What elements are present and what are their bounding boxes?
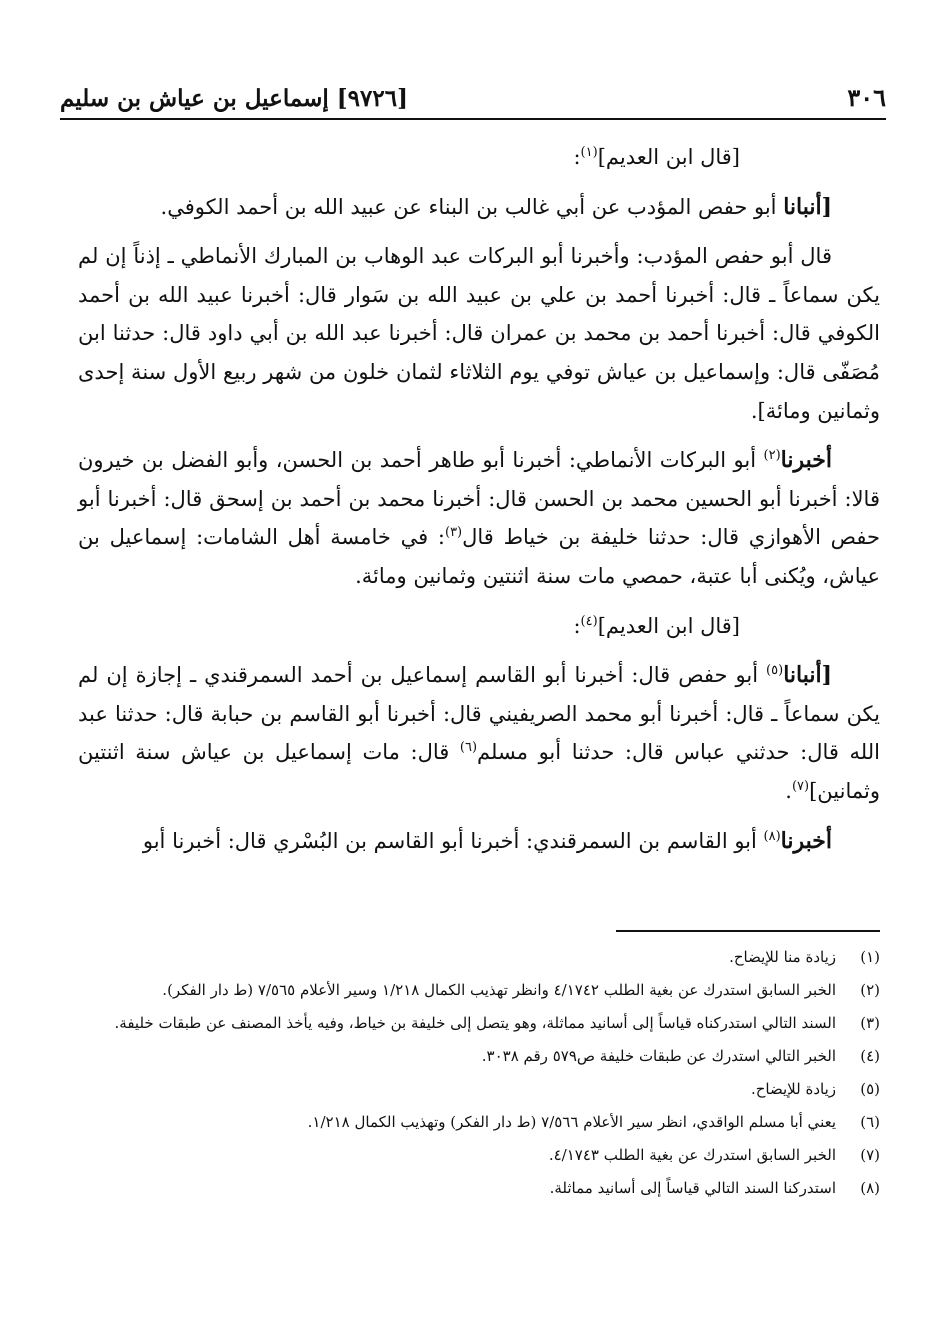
running-title: [٩٧٢٦] إسماعيل بن عياش بن سليم [60, 85, 408, 112]
footnotes [78, 944, 880, 1208]
paragraph-text: أبو حفص المؤدب عن أبي غالب بن البناء عن عبيد الله بن أحمد الكوفي. [160, 194, 784, 219]
footnote-text: استدركنا السند التالي قياساً إلى أسانيد مماثلة. [549, 1179, 836, 1197]
footnote-text: زيادة للإيضاح. [750, 1080, 836, 1098]
footnote-text: زيادة منا للإيضاح. [729, 948, 836, 966]
footnote-item [78, 1175, 880, 1201]
footnote-marker: (٨) [763, 828, 781, 844]
footnote-text: الخبر السابق استدرك عن بغية الطلب ٤/١٧٤٣. [548, 1146, 836, 1164]
footnote-text: الخبر السابق استدرك عن بغية الطلب ٤/١٧٤٢ وانظر تهذيب الكمال ١/٢١٨ وسير الأعلام ٧/٥٦٥ (ط دار الفكر). [162, 981, 836, 999]
paragraph-tail: . [785, 778, 792, 803]
paragraph-tail: : [573, 145, 581, 169]
paragraph-4 [78, 441, 880, 595]
paragraph-text: أبو القاسم بن السمرقندي: أخبرنا أبو القاسم بن البُسْري قال: أخبرنا أبو [142, 828, 764, 853]
footnote-marker: (٢) [763, 448, 781, 464]
paragraph-tail: : في خامسة أهل الشامات: إسماعيل بن عياش، ويُكنى أبا عتبة، حمصي مات سنة اثنتين وثمانين ومائة. [78, 525, 880, 588]
page-number: ٣٠٦ [847, 83, 886, 112]
paragraph-lead: [أنبانا [783, 193, 832, 220]
footnote-text: الخبر التالي استدرك عن طبقات خليفة ص٥٧٩ رقم ٣٠٣٨. [481, 1047, 836, 1065]
footnote-item [78, 1076, 880, 1102]
paragraph-text: قال أبو حفص المؤدب: وأخبرنا أبو البركات عبد الوهاب بن المبارك الأنماطي ـ إذناً إن لم يكن سماعاً ـ قال: أخبرنا أحمد بن علي بن عبيد الله بن سَوار قال: أخبرنا عبيد الله بن أحمد الكوفي قال: أخبرنا أحمد بن محمد بن عمران قال: أخبرنا عبد الله بن أبي داود قال: حدثنا ابن مُصَفّى قال: وإسماعيل بن عياش توفي يوم الثلاثاء لثمان خلون من شهر ربيع الأول سنة إحدى وثمانين ومائة]. [78, 244, 880, 423]
paragraph-tail: : [573, 613, 581, 638]
footnote-text: يعني أبا مسلم الواقدي، انظر سير الأعلام ٧/٥٦٦ (ط دار الفكر) وتهذيب الكمال ١/٢١٨. [307, 1113, 836, 1131]
footnote-marker: (٤) [580, 613, 598, 629]
paragraph-2 [78, 188, 880, 227]
footnote-item [78, 1043, 880, 1069]
footnote-marker: (٦) [459, 740, 478, 756]
footnote-text: السند التالي استدركناه قياساً إلى أسانيد مماثلة، وهو يتصل إلى خليفة بن خياط، وفيه يأخذ المصنف عن طبقات خليفة. [114, 1014, 836, 1032]
paragraph-text: [قال ابن العديم] [597, 145, 740, 169]
paragraph-lead: [أنبانا [783, 662, 832, 689]
footnote-marker: (٧) [791, 778, 810, 794]
footnote-number: (٦) [860, 1113, 880, 1131]
paragraph-6 [78, 656, 880, 810]
footnote-number: (٢) [860, 981, 880, 999]
footnote-number: (٣) [860, 1014, 880, 1032]
footnote-item [78, 1142, 880, 1168]
paragraph-lead: أخبرنا [780, 827, 832, 854]
footnote-number: (٧) [860, 1146, 880, 1164]
footnote-number: (٤) [860, 1047, 880, 1065]
footnote-marker: (٣) [444, 525, 463, 541]
footnote-item [78, 1010, 880, 1036]
footnote-item [78, 944, 880, 970]
page-header [60, 74, 886, 120]
footnote-divider [616, 930, 880, 932]
paragraph-7 [78, 822, 880, 861]
paragraph-text: أبو حفص قال: أخبرنا أبو القاسم إسماعيل بن أحمد السمرقندي ـ إجازة إن لم يكن سماعاً ـ قال: أخبرنا أبو محمد الصريفيني قال: أخبرنا أبو القاسم بن حبابة قال: حدثنا عبد الله قال: حدثني عباس قال: حدثنا أبو مسلم [78, 663, 880, 765]
paragraph-5 [78, 607, 880, 646]
footnote-item [78, 977, 880, 1003]
paragraph-text: أبو البركات الأنماطي: أخبرنا أبو طاهر أحمد بن الحسن، وأبو الفضل بن خيرون قالا: أخبرنا أبو الحسين محمد بن الحسن قال: أخبرنا محمد بن أحمد بن إسحق قال: أخبرنا أبو حفص الأهوازي قال: حدثنا خليفة بن خياط قال [78, 448, 881, 550]
paragraph-3 [78, 237, 880, 430]
footnote-number: (١) [860, 948, 880, 966]
paragraph-tail: قال: مات إسماعيل بن عياش سنة اثنتين وثمانين] [78, 740, 880, 803]
footnote-number: (٨) [860, 1179, 880, 1197]
main-text [78, 138, 880, 871]
footnote-marker: (٥) [766, 663, 784, 679]
paragraph-1 [78, 138, 880, 177]
paragraph-text: [قال ابن العديم] [597, 613, 740, 638]
footnote-item [78, 1109, 880, 1135]
footnote-marker: (١) [580, 145, 598, 160]
paragraph-lead: أخبرنا [780, 447, 832, 474]
footnote-number: (٥) [860, 1080, 880, 1098]
